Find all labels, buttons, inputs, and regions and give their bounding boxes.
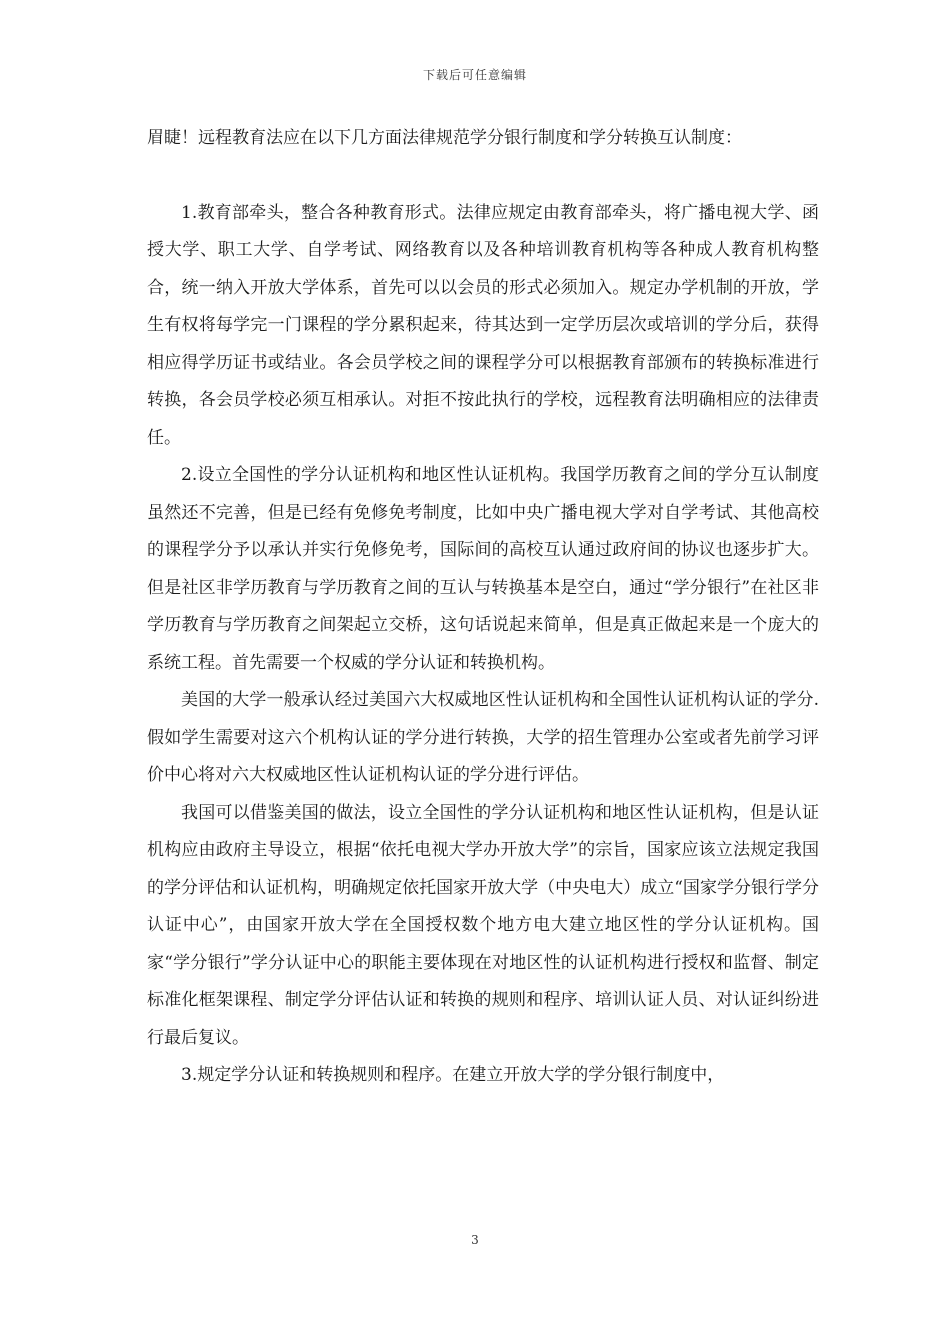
paragraph-intro: 眉睫！远程教育法应在以下几方面法律规范学分银行制度和学分转换互认制度： — [147, 128, 742, 148]
paragraph-item-1: 1.教育部牵头，整合各种教育形式。法律应规定由教育部牵头，将广播电视大学、函授大学、职工大学、自学考试、网络教育以及各种培训教育机构等各种成人教育机构整合，统一纳入开放大学体系，首先可以以会员的形式必须加入。规定办学机制的开放，学生有权将每学完一门课程的学分累积起来，待其达到一定学历层次或培训的学分后，获得相应得学历证书或结业。各会员学校之间的课程学分可以根据教育部颁布的转换标准进行转换，各会员学校必须互相承认。对拒不按此执行的学校，远程教育法明确相应的法律责任。 — [147, 202, 819, 448]
paragraph-china-proposal: 我国可以借鉴美国的做法，设立全国性的学分认证机构和地区性认证机构，但是认证机构应由政府主导设立，根据“依托电视大学办开放大学”的宗旨，国家应该立法规定我国的学分评估和认证机构，明确规定依托国家开放大学（中央电大）成立“国家学分银行学分认证中心”，由国家开放大学在全国授权数个地方电大建立地区性的学分认证机构。国家“学分银行”学分认证中心的职能主要体现在对地区性的认证机构进行授权和监督、制定标准化框架课程、制定学分评估认证和转换的规则和程序、培训认证人员、对认证纠纷进行最后复议。 — [147, 802, 819, 1048]
paragraph-item-2: 2.设立全国性的学分认证机构和地区性认证机构。我国学历教育之间的学分互认制度虽然还不完善，但是已经有免修免考制度，比如中央广播电视大学对自学考试、其他高校的课程学分予以承认并实行免修免考，国际间的高校互认通过政府间的协议也逐步扩大。但是社区非学历教育与学历教育之间的互认与转换基本是空白，通过“学分银行”在社区非学历教育与学历教育之间架起立交桥，这句话说起来简单，但是真正做起来是一个庞大的系统工程。首先需要一个权威的学分认证和转换机构。 — [147, 465, 819, 673]
page-header: 下载后可任意编辑 — [422, 68, 527, 82]
page-number: 3 — [471, 1233, 479, 1247]
paragraph-us-example: 美国的大学一般承认经过美国六大权威地区性认证机构和全国性认证机构认证的学分.假如学生需要对这六个机构认证的学分进行转换，大学的招生管理办公室或者先前学习评价中心将对六大权威地区性认证机构认证的学分进行评估。 — [147, 690, 819, 785]
document-body — [147, 120, 819, 1095]
paragraph-item-3: 3.规定学分认证和转换规则和程序。在建立开放大学的学分银行制度中， — [181, 1065, 725, 1085]
